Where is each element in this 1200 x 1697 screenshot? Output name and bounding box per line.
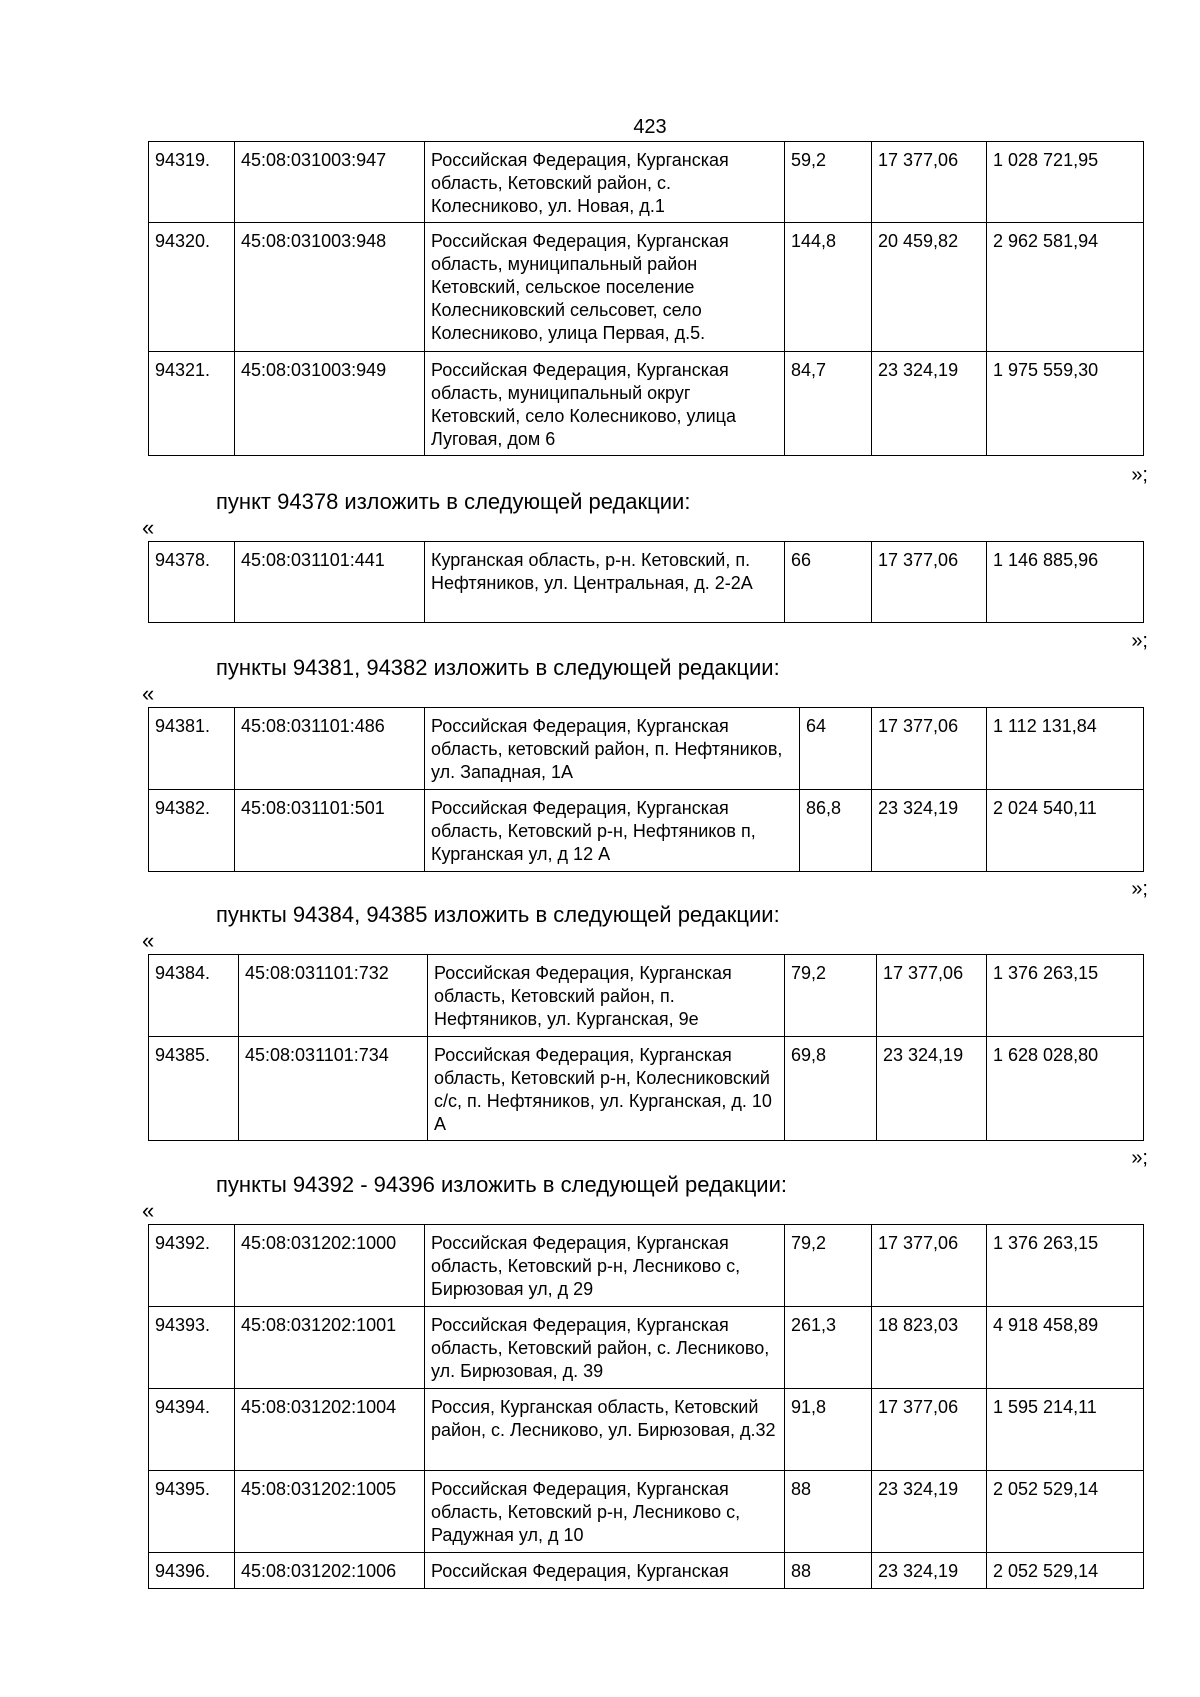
section-heading: пункты 94381, 94382 изложить в следующей редакции: (216, 655, 780, 680)
section-heading: пункты 94392 - 94396 изложить в следующей редакции: (216, 1172, 788, 1197)
rate: 17 377,06 (872, 708, 987, 790)
cadastral-value: 1 146 885,96 (987, 542, 1144, 623)
cadastral-number: 45:08:031202:1005 (235, 1471, 425, 1553)
cadastral-number: 45:08:031003:949 (235, 352, 425, 456)
area: 86,8 (800, 790, 872, 872)
address: Российская Федерация, Курганская область, Кетовский р-н, Колесниковский с/с, п. Нефтяников, ул. Курганская, д. 10 А (428, 1037, 785, 1141)
area: 88 (785, 1471, 872, 1553)
table-row (149, 542, 1144, 623)
opening-quote: « (142, 515, 155, 540)
area: 66 (785, 542, 872, 623)
row-number: 94396. (149, 1553, 235, 1589)
cadastral-number: 45:08:031003:947 (235, 142, 425, 223)
row-number: 94321. (149, 352, 235, 456)
address: Российская Федерация, Курганская область, кетовский район, п. Нефтяников, ул. Западная, 1А (425, 708, 800, 790)
closing-quote: »; (1131, 1147, 1148, 1169)
cadastral-number: 45:08:031101:501 (235, 790, 425, 872)
rate: 17 377,06 (872, 1225, 987, 1307)
cadastral-value: 2 052 529,14 (987, 1553, 1144, 1589)
cadastral-number: 45:08:031101:441 (235, 542, 425, 623)
row-number: 94385. (149, 1037, 239, 1141)
cadastral-number: 45:08:031003:948 (235, 223, 425, 352)
address: Россия, Курганская область, Кетовский район, с. Лесниково, ул. Бирюзовая, д.32 (425, 1389, 785, 1471)
rate: 17 377,06 (877, 955, 987, 1037)
cadastral-value: 2 052 529,14 (987, 1471, 1144, 1553)
rate: 23 324,19 (872, 352, 987, 456)
address: Российская Федерация, Курганская область, Кетовский р-н, Лесниково с, Радужная ул, д 10 (425, 1471, 785, 1553)
cadastral-value: 1 975 559,30 (987, 352, 1144, 456)
table-row (149, 1471, 1144, 1553)
row-number: 94381. (149, 708, 235, 790)
cadastral-value: 1 376 263,15 (987, 1225, 1144, 1307)
table-row (149, 223, 1144, 352)
section-heading: пункты 94384, 94385 изложить в следующей редакции: (216, 902, 780, 927)
rate: 18 823,03 (872, 1307, 987, 1389)
row-number: 94319. (149, 142, 235, 223)
area: 91,8 (785, 1389, 872, 1471)
cadastral-value: 2 024 540,11 (987, 790, 1144, 872)
registry-table-4 (148, 954, 1144, 1141)
rate: 23 324,19 (872, 1553, 987, 1589)
cadastral-value: 1 376 263,15 (987, 955, 1144, 1037)
cadastral-number: 45:08:031101:734 (239, 1037, 428, 1141)
area: 69,8 (785, 1037, 877, 1141)
closing-quote: »; (1131, 464, 1148, 486)
cadastral-value: 1 628 028,80 (987, 1037, 1144, 1141)
cadastral-value: 1 028 721,95 (987, 142, 1144, 223)
table-row (149, 1553, 1144, 1589)
opening-quote: « (142, 1198, 155, 1223)
registry-table-1 (148, 141, 1144, 456)
area: 144,8 (785, 223, 872, 352)
rate: 23 324,19 (872, 790, 987, 872)
registry-table-5 (148, 1224, 1144, 1589)
registry-table-3 (148, 707, 1144, 872)
cadastral-number: 45:08:031101:486 (235, 708, 425, 790)
area: 79,2 (785, 955, 877, 1037)
area: 261,3 (785, 1307, 872, 1389)
address: Российская Федерация, Курганская область, Кетовский р-н, Нефтяников п, Курганская ул, д 12 А (425, 790, 800, 872)
rate: 17 377,06 (872, 542, 987, 623)
row-number: 94378. (149, 542, 235, 623)
table-row (149, 1225, 1144, 1307)
closing-quote: »; (1131, 878, 1148, 900)
address: Курганская область, р-н. Кетовский, п. Нефтяников, ул. Центральная, д. 2-2А (425, 542, 785, 623)
area: 88 (785, 1553, 872, 1589)
table-row (149, 142, 1144, 223)
rate: 23 324,19 (872, 1471, 987, 1553)
cadastral-number: 45:08:031202:1006 (235, 1553, 425, 1589)
address: Российская Федерация, Курганская область, муниципальный округ Кетовский, село Колесниково, улица Луговая, дом 6 (425, 352, 785, 456)
area: 64 (800, 708, 872, 790)
table-row (149, 708, 1144, 790)
row-number: 94382. (149, 790, 235, 872)
area: 59,2 (785, 142, 872, 223)
row-number: 94384. (149, 955, 239, 1037)
row-number: 94393. (149, 1307, 235, 1389)
address: Российская Федерация, Курганская область, Кетовский район, с. Колесниково, ул. Новая, д.1 (425, 142, 785, 223)
row-number: 94395. (149, 1471, 235, 1553)
address: Российская Федерация, Курганская область, Кетовский район, п. Нефтяников, ул. Курганская, 9е (428, 955, 785, 1037)
table-row (149, 955, 1144, 1037)
opening-quote: « (142, 681, 155, 706)
cadastral-number: 45:08:031202:1004 (235, 1389, 425, 1471)
area: 84,7 (785, 352, 872, 456)
registry-table-2 (148, 541, 1144, 623)
closing-quote: »; (1131, 630, 1148, 652)
cadastral-number: 45:08:031202:1001 (235, 1307, 425, 1389)
table-row (149, 1037, 1144, 1141)
cadastral-number: 45:08:031101:732 (239, 955, 428, 1037)
row-number: 94320. (149, 223, 235, 352)
rate: 17 377,06 (872, 1389, 987, 1471)
row-number: 94392. (149, 1225, 235, 1307)
cadastral-value: 2 962 581,94 (987, 223, 1144, 352)
section-heading: пункт 94378 изложить в следующей редакции: (216, 489, 691, 514)
cadastral-number: 45:08:031202:1000 (235, 1225, 425, 1307)
table-row (149, 352, 1144, 456)
area: 79,2 (785, 1225, 872, 1307)
opening-quote: « (142, 928, 155, 953)
rate: 20 459,82 (872, 223, 987, 352)
address: Российская Федерация, Курганская область, муниципальный район Кетовский, сельское поселение Колесниковский сельсовет, село Колесниково, улица Первая, д.5. (425, 223, 785, 352)
cadastral-value: 4 918 458,89 (987, 1307, 1144, 1389)
address: Российская Федерация, Курганская область, Кетовский район, с. Лесниково, ул. Бирюзовая, д. 39 (425, 1307, 785, 1389)
table-row (149, 1307, 1144, 1389)
rate: 23 324,19 (877, 1037, 987, 1141)
table-row (149, 1389, 1144, 1471)
rate: 17 377,06 (872, 142, 987, 223)
cadastral-value: 1 112 131,84 (987, 708, 1144, 790)
address: Российская Федерация, Курганская область, Кетовский р-н, Лесниково с, Бирюзовая ул, д 29 (425, 1225, 785, 1307)
row-number: 94394. (149, 1389, 235, 1471)
page-number: 423 (633, 116, 667, 138)
cadastral-value: 1 595 214,11 (987, 1389, 1144, 1471)
address: Российская Федерация, Курганская (425, 1553, 785, 1589)
table-row (149, 790, 1144, 872)
